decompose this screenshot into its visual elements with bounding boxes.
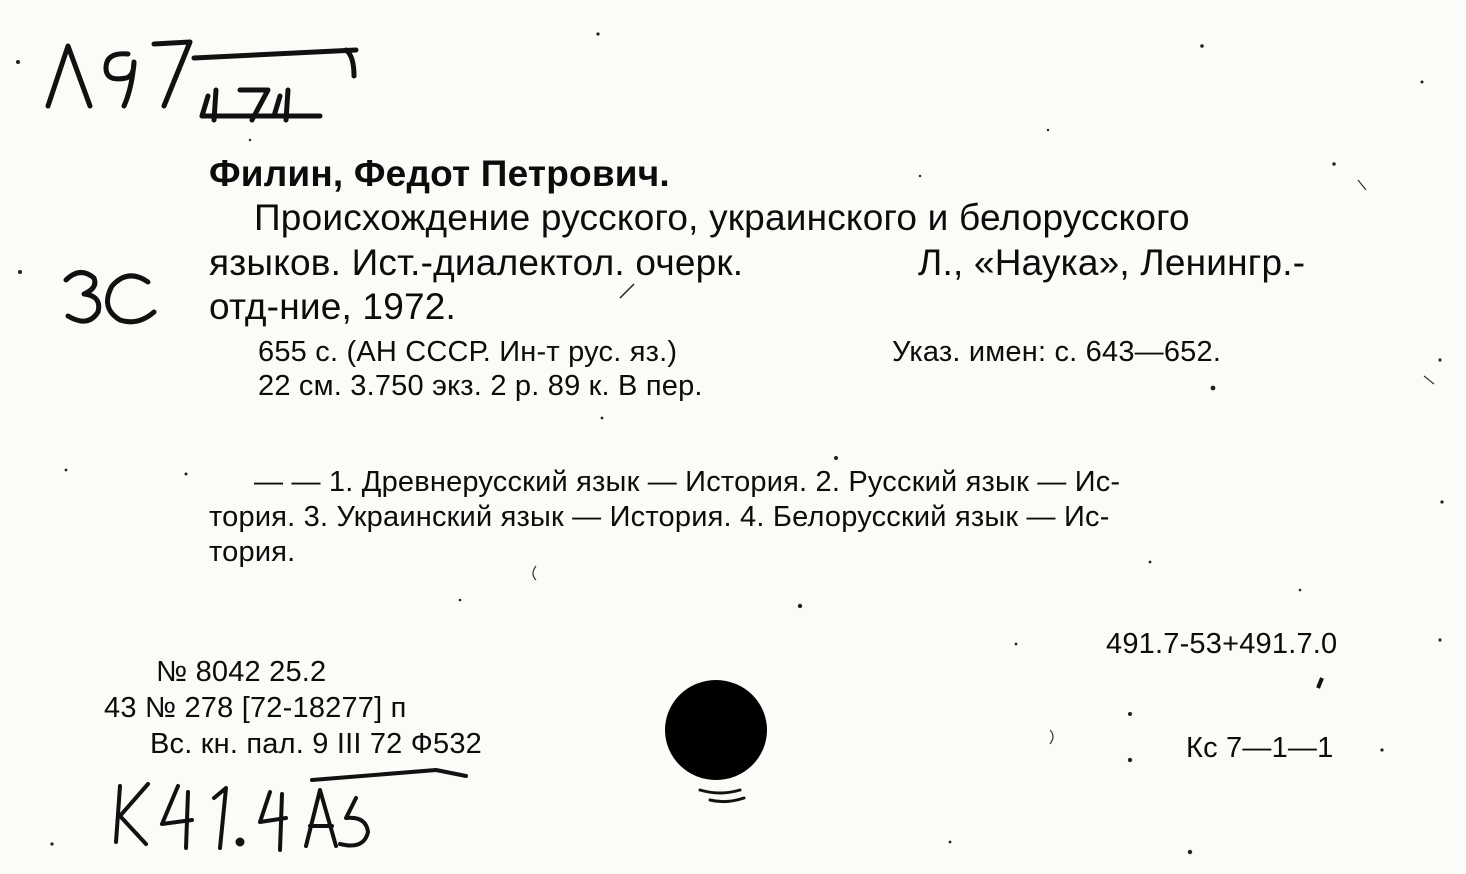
registration-number: № 8042 25.2: [156, 656, 327, 688]
handwritten-marginal-note: [58, 258, 168, 338]
subject-headings-line-3: тория.: [209, 536, 296, 568]
title-line-2-title: языков. Ист.-диалектол. очерк.: [209, 242, 744, 283]
handwritten-bottom-note: [106, 762, 486, 862]
physical-description-pages: 655 с. (АН СССР. Ин-т рус. яз.): [258, 336, 678, 368]
title-line-3-imprint: отд-ние, 1972.: [209, 286, 457, 327]
card-punch-hole: [665, 680, 767, 780]
handwritten-call-number: [30, 20, 390, 130]
subject-headings-line-2: тория. 3. Украинский язык — История. 4. Белорусский язык — Ис-: [209, 501, 1110, 533]
physical-description-size-price: 22 см. 3.750 экз. 2 р. 89 к. В пер.: [258, 370, 703, 402]
author-heading: Филин, Федот Петрович.: [209, 153, 670, 194]
subject-headings-line-1: — — 1. Древнерусский язык — История. 2. Русский язык — Ис-: [254, 466, 1121, 498]
bbk-classification: Кс 7—1—1: [1186, 732, 1334, 764]
title-line-2-publisher: Л., «Наука», Ленингр.-: [918, 242, 1306, 283]
book-chamber-record: Вс. кн. пал. 9 III 72 Ф532: [150, 728, 483, 760]
order-number: 43 № 278 [72-18277] п: [104, 692, 407, 724]
physical-description-index: Указ. имен: с. 643—652.: [892, 336, 1222, 368]
title-line-1: Происхождение русского, украинского и белорусского: [254, 197, 1190, 238]
udc-classification: 491.7-53+491.7.0: [1106, 628, 1338, 660]
